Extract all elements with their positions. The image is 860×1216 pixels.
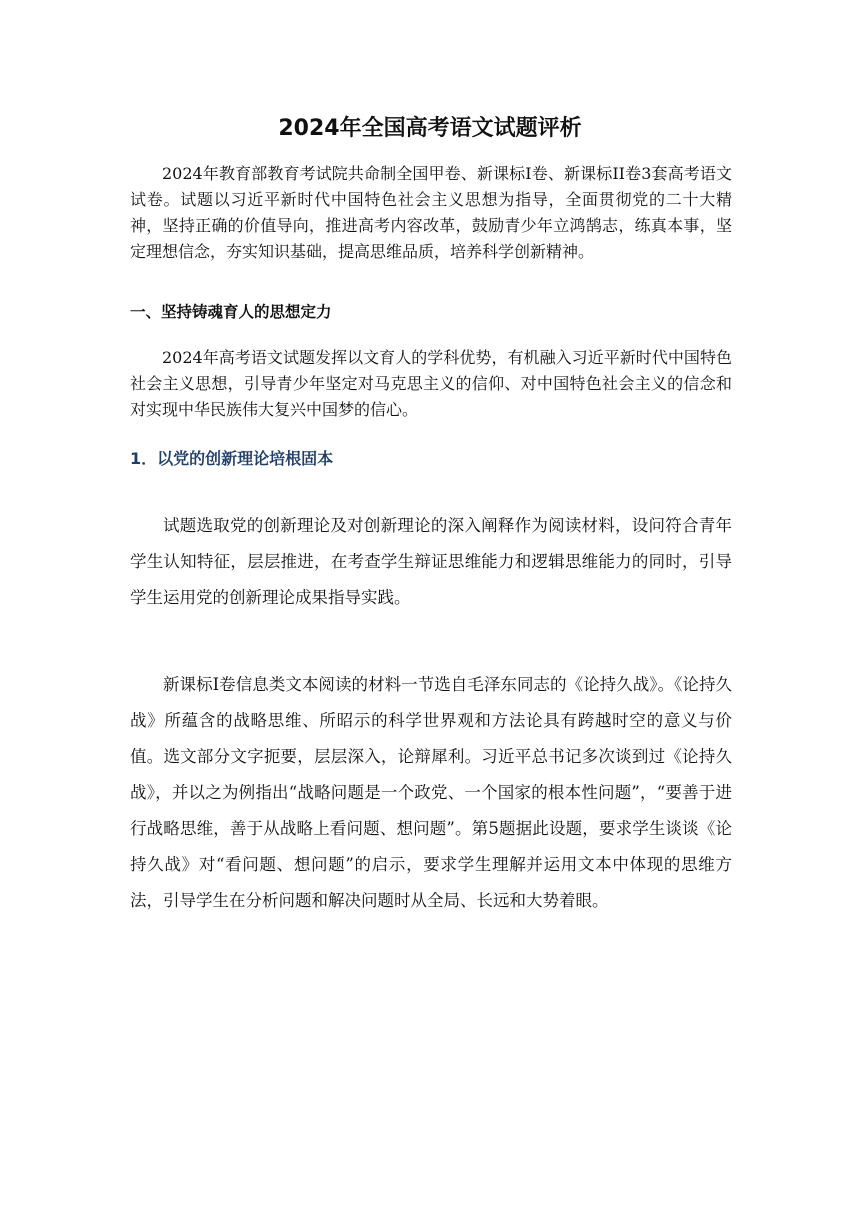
body-paragraph: 新课标I卷信息类文本阅读的材料一节选自毛泽东同志的《论持久战》。《论持久战》所蕴含的战略思维、所昭示的科学世界观和方法论具有跨越时空的意义与价值。选文部分文字扼要，层层深入，论辩犀利。习近平总书记多次谈到过《论持久战》，并以之为例指出“战略问题是一个政党、一个国家的根本性问题”，“要善于进行战略思维，善于从战略上看问题、想问题”。第5题据此设题，要求学生谈谈《论持久战》对“看问题、想问题”的启示，要求学生理解并运用文本中体现的思维方法，引导学生在分析问题和解决问题时从全局、长远和大势着眼。 <box>130 675 732 910</box>
section-heading: 一、坚持铸魂育人的思想定力 <box>130 303 332 321</box>
section-paragraph: 2024年高考语文试题发挥以文育人的学科优势，有机融入习近平新时代中国特色社会主义思想，引导青少年坚定对马克思主义的信仰、对中国特色社会主义的信念和对实现中华民族伟大复兴中国梦的信心。 <box>130 348 732 419</box>
intro-paragraph: 2024年教育部教育考试院共命制全国甲卷、新课标I卷、新课标II卷3套高考语文试卷。试题以习近平新时代中国特色社会主义思想为指导，全面贯彻党的二十大精神，坚持正确的价值导向，推进高考内容改革，鼓励青少年立鸿鹄志，练真本事，坚定理想信念，夯实知识基础，提高思维品质，培养科学创新精神。 <box>130 164 732 261</box>
subsection-heading: 1．以党的创新理论培根固本 <box>130 449 334 468</box>
body-paragraph: 试题选取党的创新理论及对创新理论的深入阐释作为阅读材料，设问符合青年学生认知特征，层层推进，在考查学生辩证思维能力和逻辑思维能力的同时，引导学生运用党的创新理论成果指导实践。 <box>130 516 732 607</box>
page-title: 2024年全国高考语文试题评析 <box>278 116 582 141</box>
